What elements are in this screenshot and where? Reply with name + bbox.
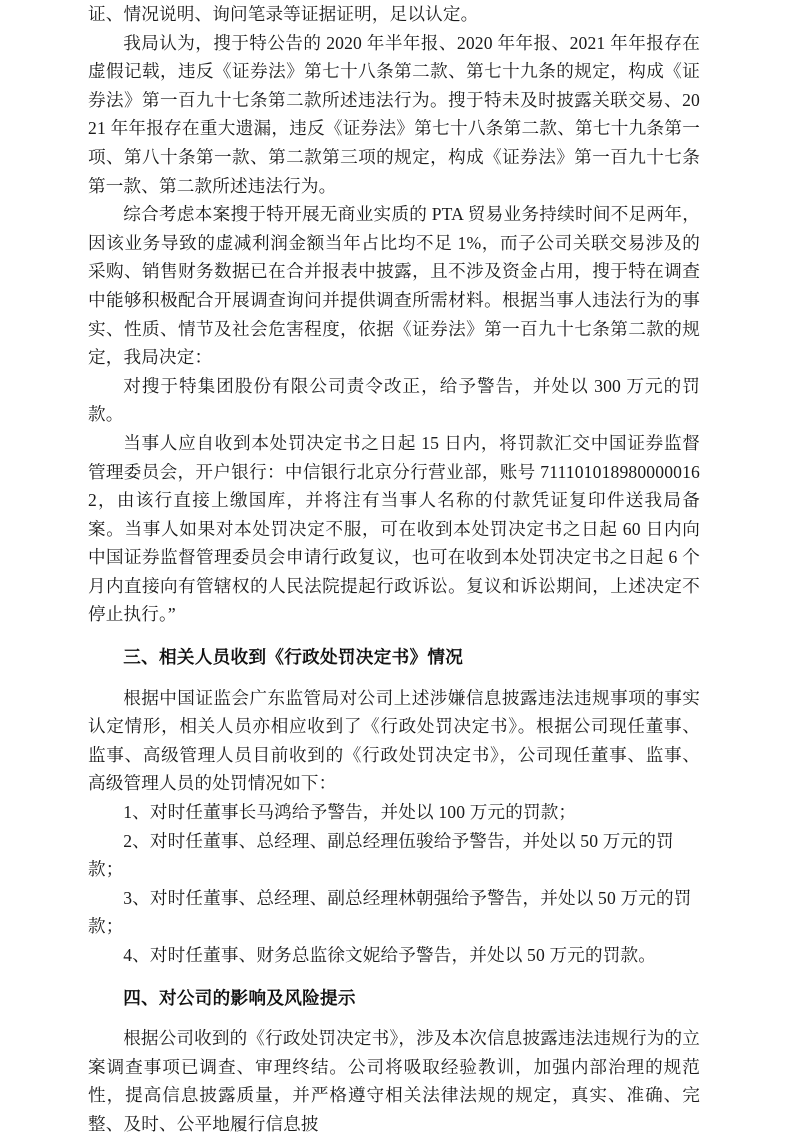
- heading-section-three: 三、相关人员收到《行政处罚决定书》情况: [123, 647, 464, 668]
- heading-spacer-four: [88, 970, 700, 984]
- paragraph-related-persons: 根据中国证监会广东监管局对公司上述涉嫌信息披露违法违规事项的事实认定情形，相关人员亦相应收到了《行政处罚决定书》。根据公司现任董事、监事、高级管理人员目前收到的《行政处罚决定书》，公司现任董事、监事、高级管理人员的处罚情况如下：: [88, 687, 700, 794]
- heading-section-four: 四、对公司的影响及风险提示: [123, 987, 356, 1008]
- heading-spacer-three-after: [88, 672, 700, 684]
- penalty-list-item-2: 2、对时任董事、总经理、副总经理伍骏给予警告，并处以 50 万元的罚款；: [88, 830, 674, 880]
- penalty-list-item-1: 1、对时任董事长马鸿给予警告，并处以 100 万元的罚款；: [123, 802, 577, 823]
- paragraph-impact-risk: 根据公司收到的《行政处罚决定书》，涉及本次信息披露违法违规行为的立案调查事项已调查、审理终结。公司将吸取经验教训，加强内部治理的规范性，提高信息披露质量，并严格遵守相关法律法规的规定，真实、准确、完整、及时、公平地履行信息披: [88, 1028, 700, 1134]
- heading-spacer-four-after: [88, 1012, 700, 1024]
- penalty-list-item-4: 4、对时任董事、财务总监徐文妮给予警告，并处以 50 万元的罚款。: [123, 945, 656, 965]
- document-text-column: [88, 0, 700, 1139]
- penalty-list-item-3: 3、对时任董事、总经理、副总经理林朝强给予警告，并处以 50 万元的罚款；: [88, 887, 692, 937]
- paragraph-payment-and-appeal: 当事人应自收到本处罚决定书之日起 15 日内，将罚款汇交中国证券监督管理委员会，开户银行：中信银行北京分行营业部，账号 7111010189800000162，由该行直接上缴国库，并将注有当事人名称的付款凭证复印件送我局备案。当事人如果对本处罚决定不服，可在收到本处罚决定书之日起 60 日内向中国证券监督管理委员会申请行政复议，也可在收到本处罚决定书之日起 6 个月内直接向有管辖权的人民法院提起行政诉讼。复议和诉讼期间，上述决定不停止执行。”: [88, 432, 700, 625]
- paragraph-company-penalty: 对搜于特集团股份有限公司责令改正，给予警告，并处以 300 万元的罚款。: [88, 375, 700, 425]
- heading-spacer-three: [88, 629, 700, 643]
- paragraph-mitigating-circumstances: 综合考虑本案搜于特开展无商业实质的 PTA 贸易业务持续时间不足两年，因该业务导致的虚减利润金额当年占比均不足 1%，而子公司关联交易涉及的采购、销售财务数据已在合并报表中披露，且不涉及资金占用，搜于特在调查中能够积极配合开展调查询问并提供调查所需材料。根据当事人违法行为的事实、性质、情节及社会危害程度，依据《证券法》第一百九十七条第二款的规定，我局决定：: [88, 204, 700, 368]
- paragraph-evidence-conclusion: 证、情况说明、询问笔录等证据证明，足以认定。: [88, 4, 479, 24]
- paragraph-bureau-finding: 我局认为，搜于特公告的 2020 年半年报、2020 年年报、2021 年年报存在虚假记载，违反《证券法》第七十八条第二款、第七十九条的规定，构成《证券法》第一百九十七条第二款所述违法行为。搜于特未及时披露关联交易、2021 年年报存在重大遗漏，违反《证券法》第七十八条第二款、第七十九条第一项、第八十条第一款、第二款第三项的规定，构成《证券法》第一百九十七条第一款、第二款所述违法行为。: [88, 32, 700, 196]
- penalty-list: [88, 798, 700, 970]
